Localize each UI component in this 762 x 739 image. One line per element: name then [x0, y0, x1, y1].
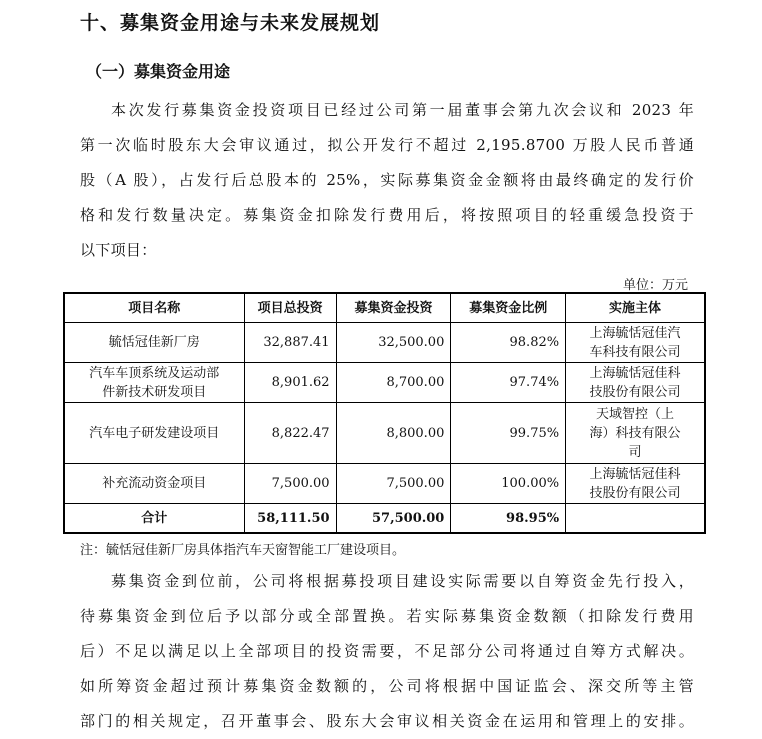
- intro-paragraph: [80, 93, 694, 268]
- subsection-title: （一）募集资金用途: [86, 62, 231, 81]
- section-title: 十、募集资金用途与未来发展规划: [80, 12, 381, 34]
- project-name-cell: [64, 363, 244, 403]
- table-row: [64, 363, 705, 403]
- total-investment-sum: 58,111.50: [244, 504, 336, 534]
- implementer-line: 技股份有限公司: [589, 485, 681, 501]
- paragraph-line: 后）不足以满足以上全部项目的投资需要，不足部分公司将通过自筹方式解决。: [80, 642, 694, 660]
- header-total-investment: 项目总投资: [244, 293, 336, 323]
- paragraph-line: 如所筹资金超过预计募集资金数额的，公司将根据中国证监会、深交所等主管: [80, 677, 694, 695]
- implementer-line: 上海毓恬冠佳汽: [589, 325, 681, 341]
- total-investment-cell: 32,887.41: [244, 323, 336, 363]
- project-name: 补充流动资金项目: [102, 476, 207, 491]
- paragraph-line: 待募集资金到位后予以部分或全部置换。若实际募集资金数额（扣除发行费用: [80, 607, 694, 625]
- raised-investment-cell: 8,800.00: [336, 403, 451, 464]
- fund-usage-table: [63, 292, 706, 534]
- implementer-cell: [566, 403, 705, 464]
- table-footnote: 注：毓恬冠佳新厂房具体指汽车天窗智能工厂建设项目。: [80, 543, 406, 558]
- unit-label: 单位：万元: [622, 278, 688, 293]
- table-row: [64, 464, 705, 504]
- project-name: 毓恬冠佳新厂房: [108, 335, 200, 350]
- raised-ratio-cell: 97.74%: [451, 363, 566, 403]
- implementer-line: 车科技有限公司: [589, 344, 681, 360]
- raised-ratio-total: 98.95%: [451, 504, 566, 534]
- implementer-line: 司: [628, 444, 642, 460]
- project-name-cell: [64, 403, 244, 464]
- project-name: 汽车电子研发建设项目: [89, 425, 220, 441]
- total-label-cell: 合计: [64, 504, 244, 534]
- implementer-line: 上海毓恬冠佳科: [589, 466, 681, 482]
- fund-arrangement-paragraph: [80, 564, 694, 739]
- raised-investment-cell: 32,500.00: [336, 323, 451, 363]
- raised-ratio-cell: 100.00%: [451, 464, 566, 504]
- total-investment-cell: 8,901.62: [244, 363, 336, 403]
- paragraph-line: 股（A 股），占发行后总股本的 25%，实际募集资金金额将由最终确定的发行价: [80, 171, 694, 189]
- project-name-cell: [64, 323, 244, 363]
- total-investment-cell: 7,500.00: [244, 464, 336, 504]
- raised-investment-cell: 7,500.00: [336, 464, 451, 504]
- header-project-name: 项目名称: [64, 293, 244, 323]
- raised-ratio-cell: 99.75%: [451, 403, 566, 464]
- raised-ratio-cell: 98.82%: [451, 323, 566, 363]
- total-investment-cell: 8,822.47: [244, 403, 336, 464]
- implementer-cell: [566, 363, 705, 403]
- paragraph-line: 第一次临时股东大会审议通过，拟公开发行不超过 2,195.8700 万股人民币普通: [80, 136, 694, 154]
- paragraph-line: 格和发行数量决定。募集资金扣除发行费用后，将按照项目的轻重缓急投资于: [80, 206, 694, 224]
- paragraph-line: 募集资金到位前，公司将根据募投项目建设实际需要以自筹资金先行投入，: [111, 572, 694, 590]
- paragraph-line: 本次发行募集资金投资项目已经过公司第一届董事会第九次会议和 2023 年: [111, 101, 694, 119]
- raised-investment-cell: 8,700.00: [336, 363, 451, 403]
- table-header-row: [64, 293, 705, 323]
- implementer-line: 技股份有限公司: [589, 384, 681, 400]
- implementer-line: 海）科技有限公: [589, 425, 681, 441]
- raised-investment-sum: 57,500.00: [336, 504, 451, 534]
- project-name: 件新技术研发项目: [102, 384, 207, 400]
- paragraph-line: 部门的相关规定，召开董事会、股东大会审议相关资金在运用和管理上的安排。: [80, 712, 694, 730]
- table-row: [64, 323, 705, 363]
- project-name: 汽车车顶系统及运动部: [89, 365, 220, 381]
- header-implementer: 实施主体: [566, 293, 705, 323]
- table-row: [64, 403, 705, 464]
- project-name-cell: [64, 464, 244, 504]
- implementer-line: 天域智控（上: [596, 406, 675, 422]
- implementer-cell: [566, 464, 705, 504]
- implementer-empty-cell: [566, 504, 705, 534]
- implementer-line: 上海毓恬冠佳科: [589, 365, 681, 381]
- header-raised-ratio: 募集资金比例: [451, 293, 566, 323]
- table-total-row: [64, 504, 705, 534]
- paragraph-line: 以下项目：: [80, 241, 157, 259]
- implementer-cell: [566, 323, 705, 363]
- header-raised-investment: 募集资金投资: [336, 293, 451, 323]
